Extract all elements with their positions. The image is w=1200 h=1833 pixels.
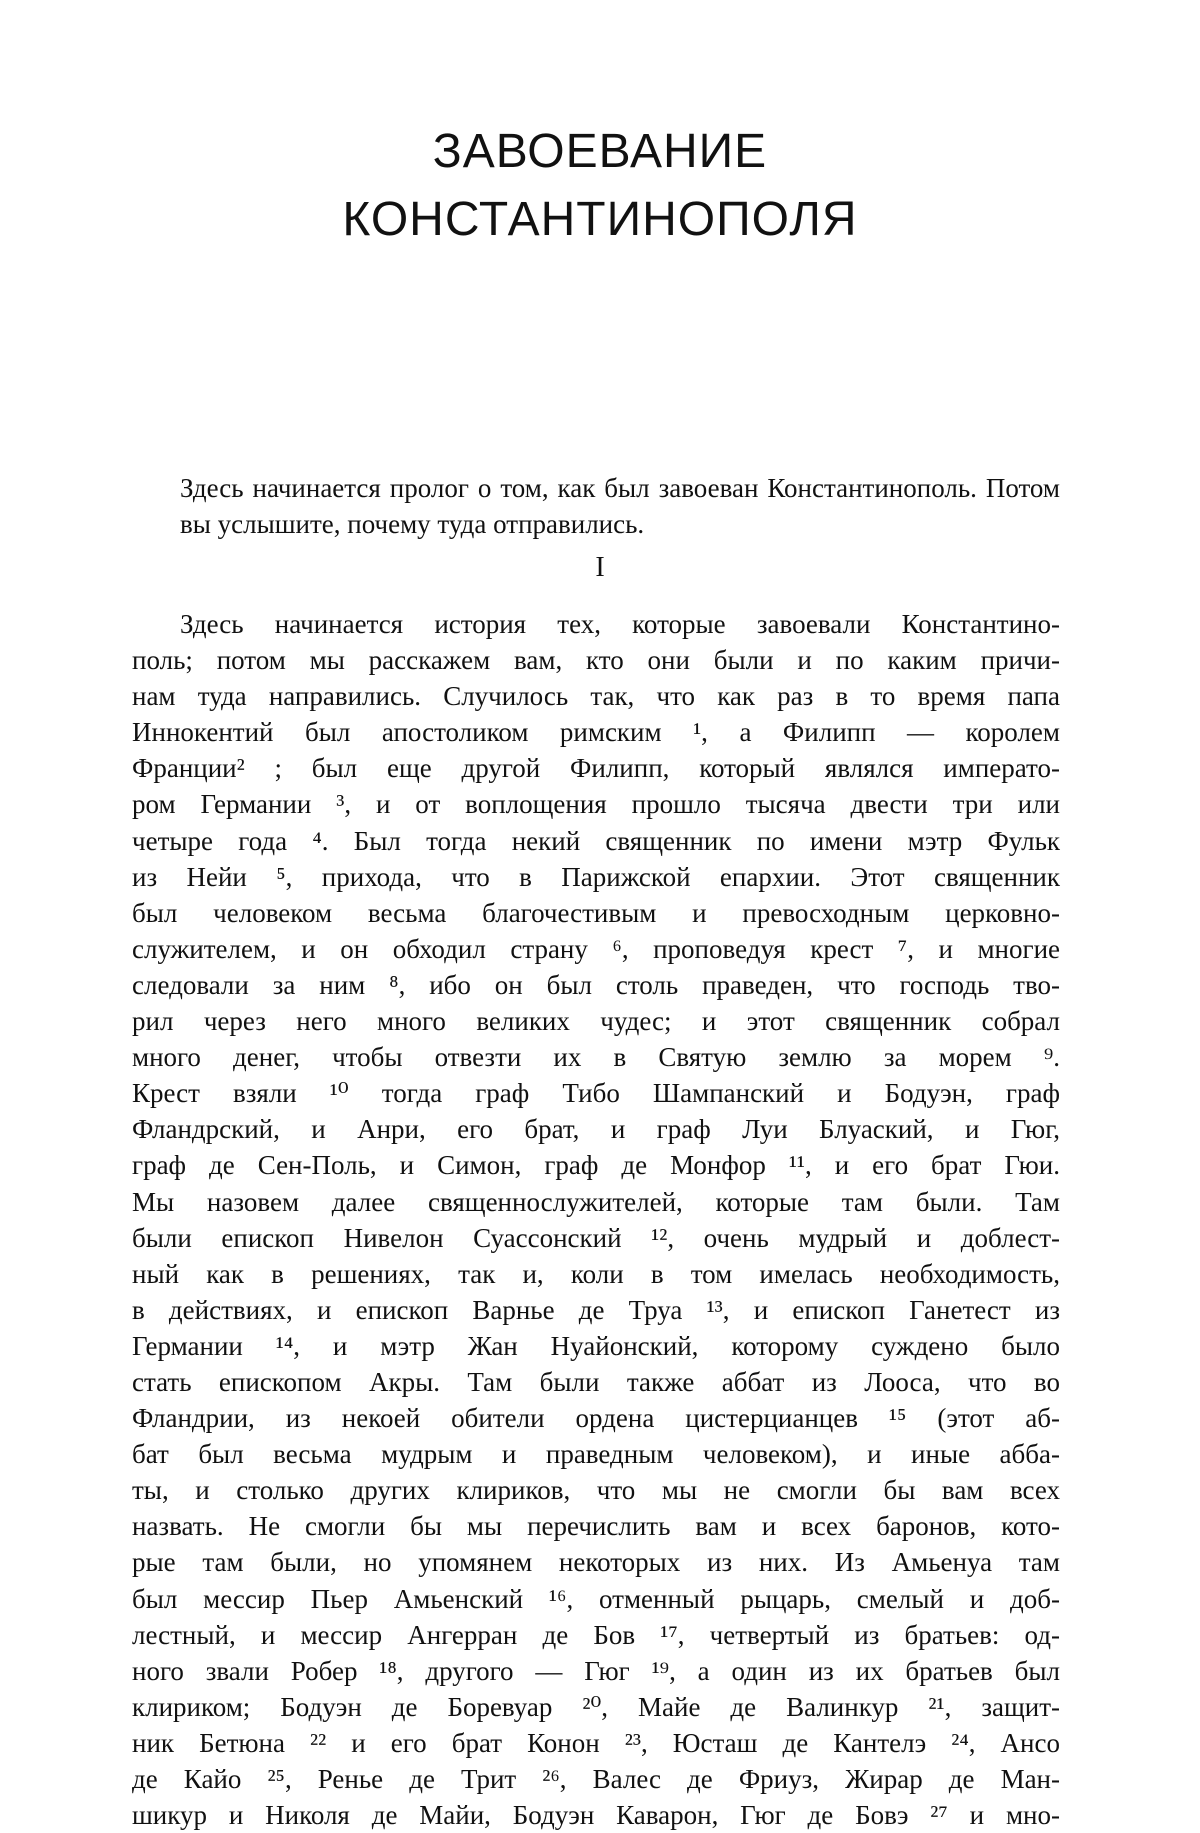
chapter-title xyxy=(0,118,1200,254)
text-line: нам туда направились. Случилось так, что как раз в то время папа xyxy=(132,681,1060,712)
text-line: Фландрский, и Анри, его брат, и граф Луи Блуаский, и Гюг, xyxy=(132,1114,1060,1145)
text-line: Мы назовем далее священнослужителей, которые там были. Там xyxy=(132,1186,1060,1217)
text-line: ты, и столько других клириков, что мы не смогли бы вам всех xyxy=(132,1475,1060,1506)
text-line: Здесь начинается история тех, которые завоевали Константино- xyxy=(180,609,1060,639)
text-line: был человеком весьма благочестивым и превосходным церковно- xyxy=(132,897,1060,928)
text-line: назвать. Не смогли бы мы перечислить вам и всех баронов, кото- xyxy=(132,1511,1060,1542)
text-line: шикур и Николя де Майи, Бодуэн Каварон, Гюг де Бовэ ²⁷ и мно- xyxy=(132,1800,1060,1831)
text-line: Фландрии, из некоей обители ордена цистерцианцев ¹⁵ (этот аб- xyxy=(132,1403,1060,1434)
text-line: были епископ Нивелон Суассонский ¹², очень мудрый и доблест- xyxy=(132,1222,1060,1253)
text-line: служителем, и он обходил страну ⁶, проповедуя крест ⁷, и многие xyxy=(132,933,1060,964)
chapter-number: I xyxy=(595,552,605,583)
text-line: поль; потом мы расскажем вам, кто они были и по каким причи- xyxy=(132,645,1060,676)
title-line-1: ЗАВОЕВАНИЕ xyxy=(432,125,768,178)
text-line: стать епископом Акры. Там были также аббат из Лооса, что во xyxy=(132,1366,1060,1397)
text-line: много денег, чтобы отвезти их в Святую землю за морем ⁹. xyxy=(132,1042,1060,1073)
text-line: лестный, и мессир Ангерран де Бов ¹⁷, четвертый из братьев: од- xyxy=(132,1619,1060,1650)
text-line: Иннокентий был апостоликом римским ¹, а Филипп — королем xyxy=(132,717,1060,748)
text-line: Германии ¹⁴, и мэтр Жан Нуайонский, которому суждено было xyxy=(132,1330,1060,1361)
text-line: из Нейи ⁵, прихода, что в Парижской епархии. Этот священник xyxy=(132,861,1060,892)
text-line: граф де Сен-Поль, и Симон, граф де Монфор ¹¹, и его брат Гюи. xyxy=(132,1150,1060,1181)
text-line: де Кайо ²⁵, Ренье де Трит ²⁶, Валес де Фриуз, Жирар де Ман- xyxy=(132,1764,1060,1794)
body-text xyxy=(132,606,1060,1833)
text-line: ного звали Робер ¹⁸, другого — Гюг ¹⁹, а один из их братьев был xyxy=(132,1655,1060,1686)
text-line: ник Бетюна ²² и его брат Конон ²³, Юсташ де Кантелэ ²⁴, Ансо xyxy=(132,1727,1060,1758)
title-line-2: КОНСТАНТИНОПОЛЯ xyxy=(342,193,858,246)
text-line: ром Германии ³, и от воплощения прошло тысяча двести три или xyxy=(132,789,1060,820)
text-line: бат был весьма мудрым и праведным человеком), и иные абба- xyxy=(132,1439,1060,1470)
text-line: в действиях, и епископ Варнье де Труа ¹³, и епископ Ганетест из xyxy=(132,1294,1060,1325)
text-line: Франции² ; был еще другой Филипп, который являлся императо- xyxy=(132,753,1060,784)
text-line: был мессир Пьер Амьенский ¹⁶, отменный рыцарь, смелый и доб- xyxy=(132,1583,1060,1614)
text-line: Крест взяли ¹⁰ тогда граф Тибо Шампанский и Бодуэн, граф xyxy=(132,1078,1060,1109)
text-line: рил через него много великих чудес; и этот священник собрал xyxy=(132,1006,1060,1037)
text-line: следовали за ним ⁸, ибо он был столь праведен, что господь тво- xyxy=(132,969,1060,1000)
text-line: клириком; Бодуэн де Боревуар ²⁰, Майе де Валинкур ²¹, защит- xyxy=(132,1691,1060,1722)
prologue-text: Здесь начинается пролог о том, как был завоеван Константинополь. Потом вы услышите, почему туда отправились. xyxy=(180,473,1060,539)
text-line: рые там были, но упомянем некоторых из них. Из Амьенуа там xyxy=(132,1547,1060,1578)
text-line: четыре года ⁴. Был тогда некий священник по имени мэтр Фульк xyxy=(132,825,1060,856)
text-line: ный как в решениях, так и, коли в том имелась необходимость, xyxy=(132,1258,1060,1289)
